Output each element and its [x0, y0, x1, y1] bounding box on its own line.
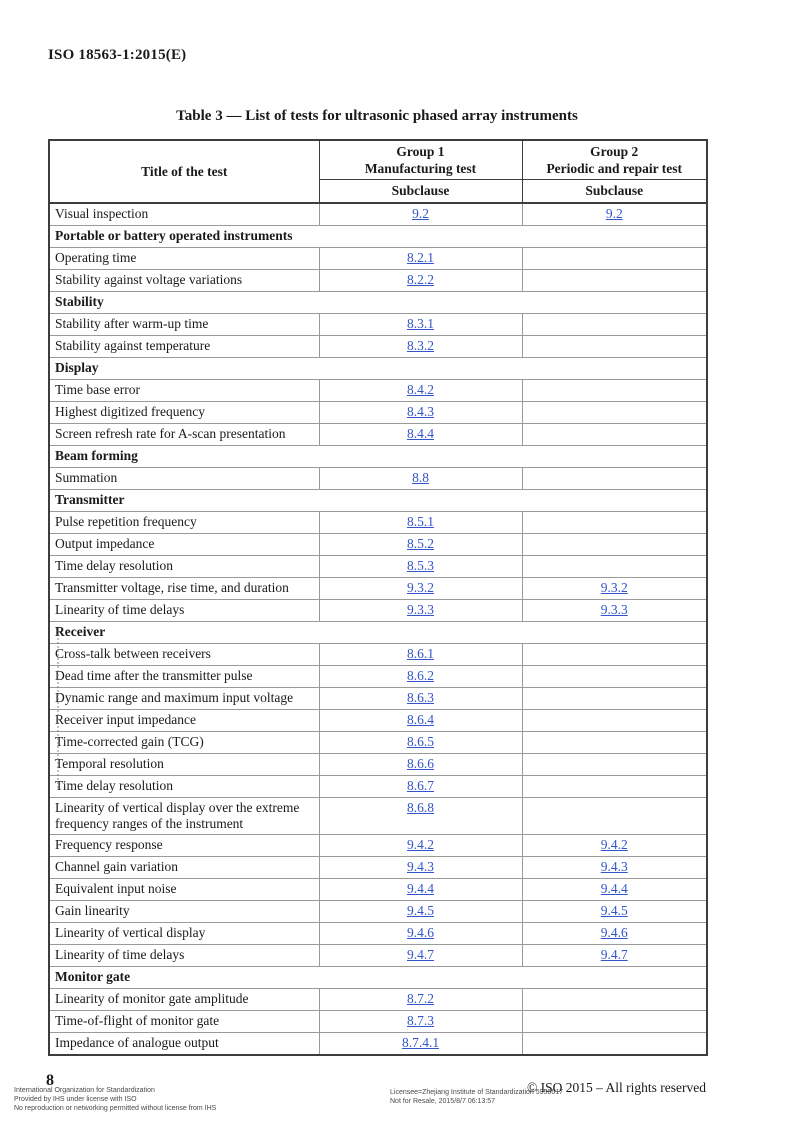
subclause-cell: [319, 798, 522, 835]
subclause-cell: [319, 556, 522, 578]
table-row: [49, 402, 707, 424]
subclause-link[interactable]: 9.4.2: [407, 837, 434, 852]
table-row: [49, 424, 707, 446]
footer-license-left: [14, 1086, 216, 1113]
table-row: [49, 644, 707, 666]
section-row: [49, 446, 707, 468]
subclause-cell-empty: [522, 732, 707, 754]
footer-line: No reproduction or networking permitted without license from IHS: [14, 1105, 217, 1112]
subclause-link[interactable]: 8.7.4.1: [401, 1035, 440, 1050]
subclause-cell: [319, 203, 522, 226]
subclause-cell: [319, 835, 522, 857]
table-row: [49, 1011, 707, 1033]
subclause-link[interactable]: 8.7.2: [407, 991, 434, 1006]
subclause-link[interactable]: 9.4.2: [600, 837, 628, 852]
subclause-cell-empty: [522, 754, 707, 776]
subclause-link[interactable]: 8.4.3: [407, 404, 434, 419]
subclause-cell-empty: [522, 798, 707, 835]
section-title: Beam forming: [49, 446, 707, 468]
subclause-link[interactable]: 9.3.3: [407, 602, 434, 617]
subclause-cell: [319, 270, 522, 292]
subclause-link[interactable]: 8.4.2: [407, 382, 434, 397]
subclause-link[interactable]: 8.6.8: [407, 800, 434, 815]
test-title-cell: Time-corrected gain (TCG): [49, 732, 319, 754]
test-title-cell: Temporal resolution: [49, 754, 319, 776]
group2-name: Group 2: [590, 144, 639, 159]
subclause-cell-empty: [522, 666, 707, 688]
footer-line: International Organization for Standardization: [14, 1087, 155, 1094]
tests-table: [48, 139, 708, 1056]
table-row: [49, 989, 707, 1011]
subclause-cell: [319, 314, 522, 336]
test-title-cell: Summation: [49, 468, 319, 490]
subclause-cell: [319, 732, 522, 754]
subclause-cell: [319, 989, 522, 1011]
subclause-link[interactable]: 9.3.2: [600, 580, 628, 595]
subclause-cell-empty: [522, 989, 707, 1011]
table-body: [49, 203, 707, 1055]
table-row: [49, 578, 707, 600]
subclause-cell: [319, 710, 522, 732]
header-group-row: [49, 140, 707, 180]
subclause-cell: [319, 879, 522, 901]
subclause-link[interactable]: 8.6.4: [407, 712, 434, 727]
subclause-cell-empty: [522, 776, 707, 798]
subclause-cell-empty: [522, 336, 707, 358]
subclause-link[interactable]: 8.2.2: [407, 272, 434, 287]
subclause-cell-empty: [522, 534, 707, 556]
subclause-link[interactable]: 9.2: [412, 206, 429, 221]
table-row: [49, 857, 707, 879]
subclause-cell-empty: [522, 1011, 707, 1033]
copyright-notice: © ISO 2015 – All rights reserved: [527, 1080, 706, 1095]
test-title-cell: Stability after warm-up time: [49, 314, 319, 336]
subclause-link[interactable]: 9.4.4: [600, 881, 628, 896]
subclause-cell-empty: [522, 1033, 707, 1056]
subclause-link[interactable]: 8.3.2: [407, 338, 434, 353]
subclause-link[interactable]: 9.4.7: [600, 947, 628, 962]
subclause-cell: [319, 534, 522, 556]
table-row: [49, 203, 707, 226]
footer-line: Provided by IHS under license with ISO: [14, 1096, 137, 1103]
subclause-cell-empty: [522, 424, 707, 446]
subclause-cell: [319, 776, 522, 798]
table-row: [49, 710, 707, 732]
subclause-cell: [319, 1011, 522, 1033]
test-title-cell: Pulse repetition frequency: [49, 512, 319, 534]
table-row: [49, 776, 707, 798]
header-group2: [522, 140, 707, 180]
table-row: [49, 336, 707, 358]
table-row: [49, 468, 707, 490]
subclause-link[interactable]: 9.4.5: [600, 903, 628, 918]
test-title-cell: Stability against voltage variations: [49, 270, 319, 292]
subclause-cell: [319, 578, 522, 600]
test-title-cell: Channel gain variation: [49, 857, 319, 879]
test-title-cell: Transmitter voltage, rise time, and duration: [49, 578, 319, 600]
group2-desc: Periodic and repair test: [546, 161, 683, 176]
subclause-cell: [319, 380, 522, 402]
test-title-cell: Operating time: [49, 248, 319, 270]
group1-name: Group 1: [396, 144, 445, 159]
test-title-cell: Time delay resolution: [49, 776, 319, 798]
subclause-link[interactable]: 9.4.6: [600, 925, 628, 940]
subclause-cell: [319, 945, 522, 967]
table-row: [49, 600, 707, 622]
table-row: [49, 1033, 707, 1056]
subclause-cell: [522, 857, 707, 879]
subclause-cell: [319, 248, 522, 270]
subclause-cell: [319, 857, 522, 879]
subclause-cell: [522, 945, 707, 967]
header-title-of-test: Title of the test: [49, 140, 319, 203]
table-row: [49, 248, 707, 270]
subclause-cell: [522, 901, 707, 923]
test-title-cell: Linearity of vertical display: [49, 923, 319, 945]
table-row: [49, 666, 707, 688]
table-row: [49, 314, 707, 336]
subclause-cell: [319, 600, 522, 622]
header-group1: [319, 140, 522, 180]
section-title: Portable or battery operated instruments: [49, 226, 707, 248]
subclause-link[interactable]: 8.6.1: [407, 646, 434, 661]
subclause-cell-empty: [522, 314, 707, 336]
subclause-link[interactable]: 9.4.7: [407, 947, 434, 962]
table-row: [49, 923, 707, 945]
table-caption: Table 3 — List of tests for ultrasonic phased array instruments: [176, 108, 578, 124]
subclause-link[interactable]: 9.2: [605, 206, 623, 221]
subclause-link[interactable]: 8.2.1: [407, 250, 434, 265]
test-title-cell: Gain linearity: [49, 901, 319, 923]
test-title-cell: Receiver input impedance: [49, 710, 319, 732]
subclause-link[interactable]: 9.4.4: [407, 881, 434, 896]
table-row: [49, 270, 707, 292]
test-title-cell: Linearity of vertical display over the extreme frequency ranges of the instrument: [49, 798, 319, 835]
table-row: [49, 754, 707, 776]
subclause-cell: [319, 512, 522, 534]
subclause-link[interactable]: 8.5.2: [407, 536, 434, 551]
section-row: [49, 622, 707, 644]
subclause-cell: [319, 901, 522, 923]
test-title-cell: Stability against temperature: [49, 336, 319, 358]
test-title-cell: Linearity of monitor gate amplitude: [49, 989, 319, 1011]
subclause-cell-empty: [522, 512, 707, 534]
subclause-link[interactable]: 8.6.3: [407, 690, 434, 705]
subclause-cell: [522, 600, 707, 622]
section-title: Monitor gate: [49, 967, 707, 989]
subclause-link[interactable]: 8.5.1: [407, 514, 434, 529]
subclause-link[interactable]: 8.5.3: [407, 558, 434, 573]
subclause-cell: [319, 754, 522, 776]
subclause-cell-empty: [522, 248, 707, 270]
subclause-cell: [319, 666, 522, 688]
section-title: Display: [49, 358, 707, 380]
table-row: [49, 835, 707, 857]
section-row: [49, 490, 707, 512]
subclause-cell: [319, 1033, 522, 1056]
table-header: [49, 140, 707, 203]
page-number: 8: [46, 1072, 54, 1089]
test-title-cell: Output impedance: [49, 534, 319, 556]
footer-line: Not for Resale, 2015/8/7 06:13:57: [390, 1098, 496, 1105]
table-row: [49, 380, 707, 402]
table-row: [49, 901, 707, 923]
section-row: [49, 358, 707, 380]
table-row: [49, 732, 707, 754]
subclause-link[interactable]: 9.4.3: [407, 859, 434, 874]
test-title-cell: Time base error: [49, 380, 319, 402]
footer-line: Licensee=Zhejiang Institute of Standardization 5956617: [390, 1089, 563, 1096]
table-row: [49, 556, 707, 578]
subclause-link[interactable]: 9.4.5: [407, 903, 434, 918]
subclause-cell: [522, 835, 707, 857]
section-row: [49, 967, 707, 989]
test-title-cell: Dead time after the transmitter pulse: [49, 666, 319, 688]
section-title: Receiver: [49, 622, 707, 644]
subclause-link[interactable]: 8.6.7: [407, 778, 434, 793]
test-title-cell: Linearity of time delays: [49, 945, 319, 967]
subclause-cell: [319, 923, 522, 945]
subclause-cell-empty: [522, 402, 707, 424]
header-group2-subclause: Subclause: [522, 180, 707, 204]
subclause-link[interactable]: 9.4.3: [600, 859, 628, 874]
test-title-cell: Time delay resolution: [49, 556, 319, 578]
table-row: [49, 945, 707, 967]
subclause-cell: [319, 402, 522, 424]
section-title: Stability: [49, 292, 707, 314]
test-title-cell: Frequency response: [49, 835, 319, 857]
subclause-link[interactable]: 8.8: [412, 470, 429, 485]
subclause-cell-empty: [522, 270, 707, 292]
test-title-cell: Highest digitized frequency: [49, 402, 319, 424]
subclause-link[interactable]: 8.6.5: [407, 734, 434, 749]
ihs-watermark-artifact: [57, 630, 59, 788]
subclause-cell: [522, 879, 707, 901]
table-row: [49, 879, 707, 901]
subclause-cell: [319, 336, 522, 358]
subclause-cell-empty: [522, 644, 707, 666]
subclause-cell-empty: [522, 688, 707, 710]
table-row: [49, 512, 707, 534]
subclause-cell-empty: [522, 556, 707, 578]
document-reference: ISO 18563-1:2015(E): [48, 47, 187, 63]
subclause-cell: [522, 578, 707, 600]
table-row: [49, 534, 707, 556]
test-title-cell: Dynamic range and maximum input voltage: [49, 688, 319, 710]
subclause-cell: [319, 468, 522, 490]
header-group1-subclause: Subclause: [319, 180, 522, 204]
test-title-cell: Visual inspection: [49, 203, 319, 226]
subclause-cell-empty: [522, 380, 707, 402]
table-row: [49, 798, 707, 835]
subclause-cell: [319, 424, 522, 446]
test-title-cell: Impedance of analogue output: [49, 1033, 319, 1056]
table-row: [49, 688, 707, 710]
subclause-link[interactable]: 8.6.6: [407, 756, 434, 771]
subclause-link[interactable]: 8.6.2: [407, 668, 434, 683]
test-title-cell: Linearity of time delays: [49, 600, 319, 622]
test-title-cell: Equivalent input noise: [49, 879, 319, 901]
section-row: [49, 292, 707, 314]
subclause-link[interactable]: 9.3.2: [407, 580, 434, 595]
test-title-cell: Screen refresh rate for A-scan presentation: [49, 424, 319, 446]
subclause-link[interactable]: 8.4.4: [407, 426, 434, 441]
section-row: [49, 226, 707, 248]
subclause-link[interactable]: 9.4.6: [407, 925, 434, 940]
test-title-cell: Time-of-flight of monitor gate: [49, 1011, 319, 1033]
subclause-link[interactable]: 8.7.3: [407, 1013, 434, 1028]
subclause-cell: [319, 644, 522, 666]
subclause-cell: [319, 688, 522, 710]
subclause-cell: [522, 203, 707, 226]
subclause-cell: [522, 923, 707, 945]
test-title-cell: Cross-talk between receivers: [49, 644, 319, 666]
subclause-link[interactable]: 9.3.3: [600, 602, 628, 617]
subclause-link[interactable]: 8.3.1: [407, 316, 434, 331]
subclause-cell-empty: [522, 468, 707, 490]
section-title: Transmitter: [49, 490, 707, 512]
subclause-cell-empty: [522, 710, 707, 732]
group1-desc: Manufacturing test: [364, 161, 477, 176]
